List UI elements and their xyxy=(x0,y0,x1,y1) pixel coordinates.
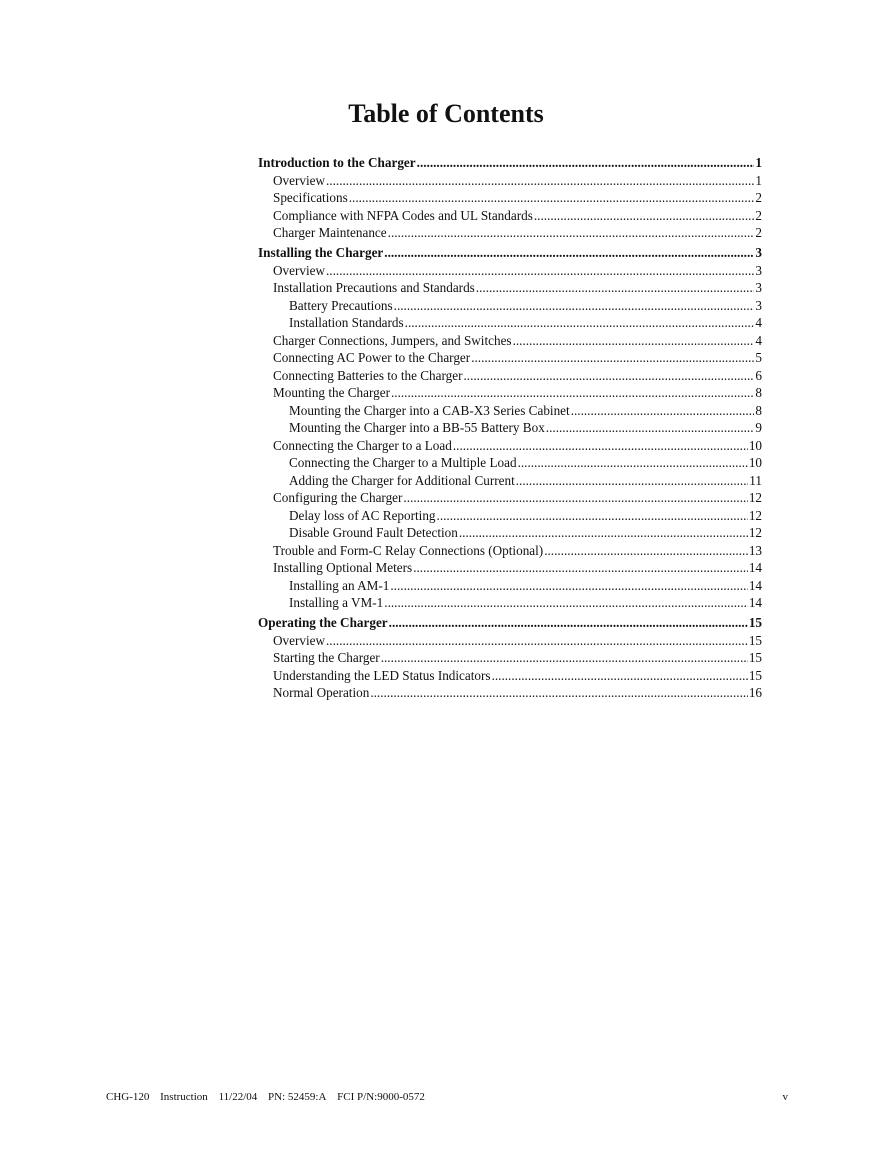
toc-dot-leader xyxy=(453,437,748,455)
toc-dot-leader xyxy=(394,297,755,315)
toc-entry[interactable] xyxy=(258,684,762,702)
toc-dot-leader xyxy=(390,577,747,595)
toc-entry[interactable] xyxy=(258,419,762,437)
toc-dot-leader xyxy=(326,262,754,280)
toc-entry[interactable] xyxy=(258,402,762,420)
toc-entry-label: Delay loss of AC Reporting xyxy=(289,507,436,523)
toc-entry-label: Trouble and Form-C Relay Connections (Optional) xyxy=(273,542,544,558)
toc-entry-page-number: 3 xyxy=(755,245,762,260)
footer-doc-type: Instruction xyxy=(160,1091,208,1103)
toc-entry[interactable] xyxy=(258,314,762,332)
toc-entry-page-number: 12 xyxy=(748,525,762,540)
toc-dot-leader xyxy=(370,684,748,702)
toc-entry[interactable] xyxy=(258,577,762,595)
toc-dot-leader xyxy=(437,507,748,525)
toc-entry-page-number: 14 xyxy=(748,577,762,593)
toc-entry-label: Mounting the Charger into a CAB-X3 Series Cabinet xyxy=(289,402,570,418)
toc-dot-leader xyxy=(326,172,754,190)
toc-entry-label: Introduction to the Charger xyxy=(258,155,416,170)
toc-entry-label: Overview xyxy=(273,172,325,188)
page-footer xyxy=(106,1090,788,1104)
toc-dot-leader xyxy=(384,594,748,612)
toc-entry-label: Installing the Charger xyxy=(258,245,384,260)
toc-entry-label: Overview xyxy=(273,632,325,648)
toc-entry-page-number: 10 xyxy=(748,437,762,453)
toc-entry-page-number: 16 xyxy=(748,685,762,700)
toc-entry[interactable] xyxy=(258,262,762,280)
toc-entry[interactable] xyxy=(258,507,762,525)
toc-entry-label: Charger Maintenance xyxy=(273,225,387,240)
footer-fci-part-number: FCI P/N:9000-0572 xyxy=(337,1091,425,1103)
toc-entry[interactable] xyxy=(258,154,762,172)
footer-document-info xyxy=(106,1090,433,1104)
toc-entry[interactable] xyxy=(258,244,762,262)
toc-entry-page-number: 14 xyxy=(748,595,762,610)
toc-entry-page-number: 3 xyxy=(755,262,762,278)
toc-entry-label: Operating the Charger xyxy=(258,615,388,630)
toc-entry-page-number: 3 xyxy=(755,280,762,295)
toc-entry[interactable] xyxy=(258,489,762,507)
toc-dot-leader xyxy=(459,524,748,542)
toc-entry-label: Connecting Batteries to the Charger xyxy=(273,367,463,383)
toc-dot-leader xyxy=(544,542,748,560)
toc-entry[interactable] xyxy=(258,437,762,455)
toc-entry-label: Connecting the Charger to a Load xyxy=(273,437,452,453)
toc-entry-label: Installation Precautions and Standards xyxy=(273,280,475,295)
toc-dot-leader xyxy=(471,349,754,367)
toc-entry[interactable] xyxy=(258,559,762,577)
toc-entry-page-number: 2 xyxy=(755,190,762,205)
toc-entry-page-number: 8 xyxy=(755,385,762,400)
toc-entry-page-number: 6 xyxy=(755,367,762,383)
toc-dot-leader xyxy=(349,189,755,207)
toc-entry-page-number: 9 xyxy=(755,420,762,435)
toc-dot-leader xyxy=(388,224,755,242)
toc-entry-label: Installing Optional Meters xyxy=(273,560,413,575)
toc-dot-leader xyxy=(403,489,747,507)
toc-dot-leader xyxy=(417,154,755,172)
toc-entry[interactable] xyxy=(258,649,762,667)
toc-entry[interactable] xyxy=(258,172,762,190)
toc-entry[interactable] xyxy=(258,594,762,612)
toc-dot-leader xyxy=(381,649,748,667)
toc-entry-label: Connecting the Charger to a Multiple Load xyxy=(289,455,517,470)
toc-entry-page-number: 4 xyxy=(755,332,762,348)
toc-entry-page-number: 12 xyxy=(748,490,762,505)
toc-entry[interactable] xyxy=(258,332,762,350)
toc-entry-label: Overview xyxy=(273,262,325,278)
toc-entry-page-number: 1 xyxy=(755,155,762,170)
toc-dot-leader xyxy=(516,472,749,490)
footer-part-number: PN: 52459:A xyxy=(268,1091,327,1103)
toc-dot-leader xyxy=(463,367,754,385)
toc-dot-leader xyxy=(518,454,748,472)
toc-entry-label: Mounting the Charger xyxy=(273,385,390,400)
toc-dot-leader xyxy=(384,244,754,262)
toc-entry[interactable] xyxy=(258,367,762,385)
toc-entry-label: Compliance with NFPA Codes and UL Standards xyxy=(273,207,533,223)
toc-entry[interactable] xyxy=(258,454,762,472)
toc-entry[interactable] xyxy=(258,189,762,207)
toc-entry-page-number: 13 xyxy=(748,542,762,558)
toc-dot-leader xyxy=(326,632,748,650)
toc-entry[interactable] xyxy=(258,632,762,650)
toc-entry-page-number: 3 xyxy=(755,297,762,313)
toc-entry-page-number: 14 xyxy=(748,560,762,575)
toc-entry-page-number: 15 xyxy=(748,632,762,648)
toc-entry[interactable] xyxy=(258,297,762,315)
toc-entry-page-number: 15 xyxy=(748,667,762,683)
toc-entry-page-number: 4 xyxy=(755,315,762,330)
toc-entry[interactable] xyxy=(258,207,762,225)
toc-entry-label: Starting the Charger xyxy=(273,650,380,665)
toc-entry-label: Understanding the LED Status Indicators xyxy=(273,667,491,683)
toc-entry[interactable] xyxy=(258,279,762,297)
footer-doc-id: CHG-120 xyxy=(106,1091,150,1103)
footer-date: 11/22/04 xyxy=(218,1091,258,1103)
toc-entry[interactable] xyxy=(258,349,762,367)
toc-entry-label: Specifications xyxy=(273,190,348,205)
toc-entry-page-number: 1 xyxy=(755,172,762,188)
toc-dot-leader xyxy=(571,402,755,420)
toc-entry-label: Adding the Charger for Additional Current xyxy=(289,472,515,488)
toc-dot-leader xyxy=(413,559,748,577)
toc-dot-leader xyxy=(405,314,755,332)
toc-entry-page-number: 12 xyxy=(748,507,762,523)
toc-entry-page-number: 15 xyxy=(748,650,762,665)
toc-entry-label: Connecting AC Power to the Charger xyxy=(273,350,471,365)
table-of-contents xyxy=(258,154,762,702)
toc-dot-leader xyxy=(476,279,755,297)
toc-dot-leader xyxy=(513,332,755,350)
toc-entry-label: Installation Standards xyxy=(289,315,404,330)
toc-entry-label: Disable Ground Fault Detection xyxy=(289,525,458,540)
toc-entry-page-number: 8 xyxy=(755,402,762,418)
toc-entry[interactable] xyxy=(258,472,762,490)
toc-dot-leader xyxy=(534,207,755,225)
toc-entry-label: Configuring the Charger xyxy=(273,490,403,505)
toc-entry[interactable] xyxy=(258,384,762,402)
toc-dot-leader xyxy=(492,667,748,685)
toc-entry-page-number: 2 xyxy=(755,225,762,240)
toc-entry[interactable] xyxy=(258,224,762,242)
toc-entry-label: Installing an AM-1 xyxy=(289,577,390,593)
toc-entry-label: Normal Operation xyxy=(273,685,370,700)
toc-entry-label: Mounting the Charger into a BB-55 Battery Box xyxy=(289,420,545,435)
toc-entry-page-number: 5 xyxy=(755,350,762,365)
toc-entry-page-number: 11 xyxy=(749,472,762,488)
toc-entry[interactable] xyxy=(258,614,762,632)
toc-dot-leader xyxy=(389,614,748,632)
toc-entry-page-number: 10 xyxy=(748,455,762,470)
toc-entry[interactable] xyxy=(258,667,762,685)
toc-dot-leader xyxy=(391,384,754,402)
toc-dot-leader xyxy=(546,419,755,437)
toc-entry-page-number: 15 xyxy=(748,615,762,630)
toc-entry-label: Installing a VM-1 xyxy=(289,595,384,610)
page-title: Table of Contents xyxy=(348,99,544,128)
toc-entry-label: Charger Connections, Jumpers, and Switches xyxy=(273,332,512,348)
footer-page-number: v xyxy=(782,1091,788,1103)
toc-entry[interactable] xyxy=(258,542,762,560)
toc-entry-page-number: 2 xyxy=(755,207,762,223)
toc-entry-label: Battery Precautions xyxy=(289,297,393,313)
toc-entry[interactable] xyxy=(258,524,762,542)
